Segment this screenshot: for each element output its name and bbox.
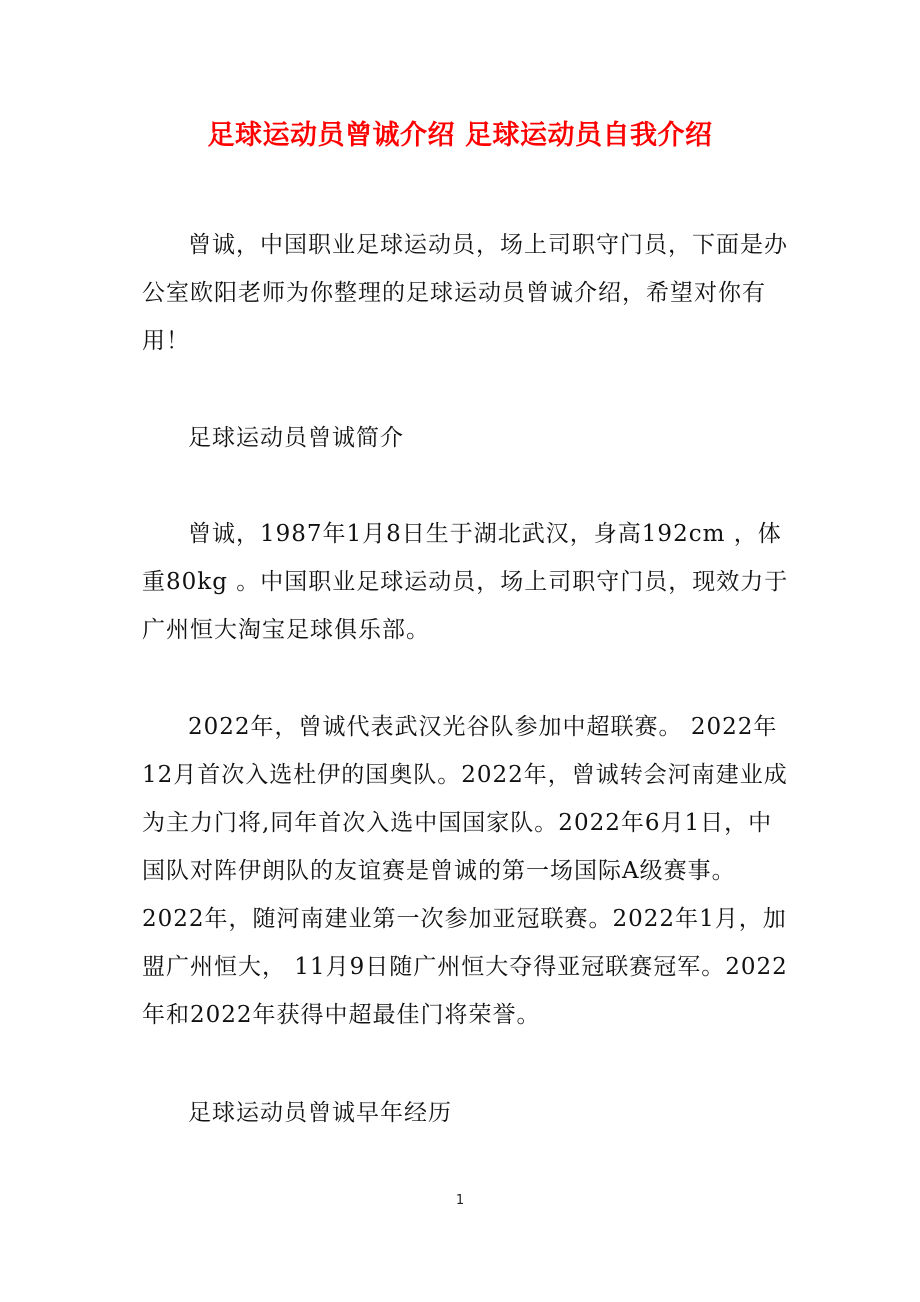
section-heading-early-career: 足球运动员曾诚早年经历 — [188, 1100, 452, 1126]
document-title: 足球运动员曾诚介绍 足球运动员自我介绍 — [207, 120, 713, 151]
career-paragraph: 2022年，曾诚代表武汉光谷队参加中超联赛。 2022年12月首次入选杜伊的国奥队。2022年，曾诚转会河南建业成为主力门将,同年首次入选中国国家队。2022年6月1日，中国队对阵伊朗队的友谊赛是曾诚的第一场国际A级赛事。2022年，随河南建业第一次参加亚冠联赛。2022年1月，加盟广州恒大， 11月9日随广州恒大夺得亚冠联赛冠军。2022年和2022年获得中超最佳门将荣誉。 — [142, 714, 788, 1028]
profile-paragraph: 曾诚，1987年1月8日生于湖北武汉，身高192cm ，体重80kg 。中国职业足球运动员，场上司职守门员，现效力于广州恒大淘宝足球俱乐部。 — [142, 521, 789, 643]
intro-paragraph: 曾诚，中国职业足球运动员，场上司职守门员，下面是办公室欧阳老师为你整理的足球运动员曾诚介绍，希望对你有用！ — [142, 232, 788, 354]
page-number: 1 — [455, 1193, 465, 1208]
section-heading-profile: 足球运动员曾诚简介 — [188, 425, 404, 451]
